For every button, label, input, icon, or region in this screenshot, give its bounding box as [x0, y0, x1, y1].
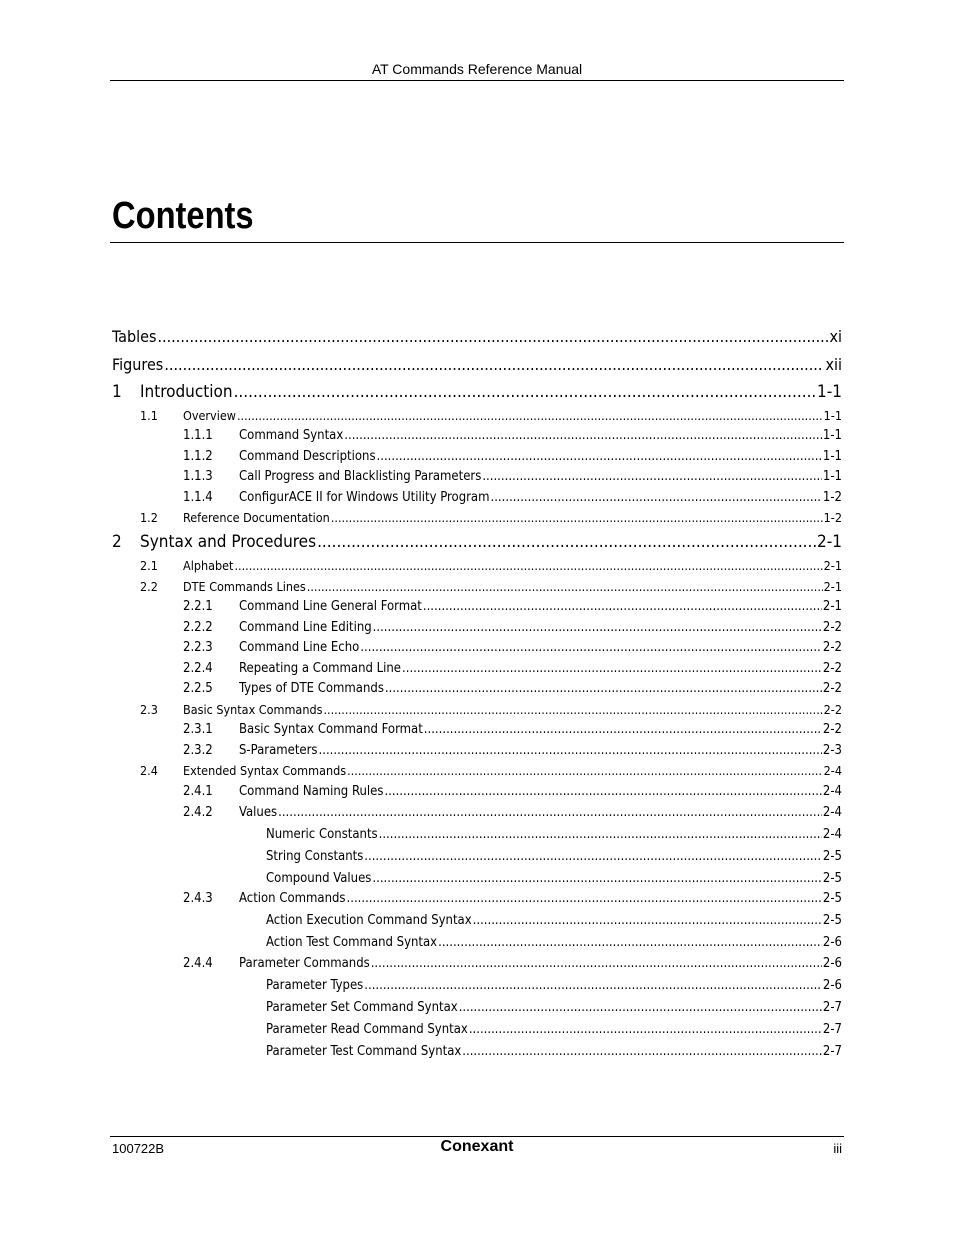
leader-dots	[364, 978, 822, 993]
toc-entry-page: 2-7	[822, 1000, 842, 1015]
toc-entry-page: 1-1	[817, 382, 842, 402]
toc-entry-section[interactable]	[140, 579, 842, 594]
toc-entry-number: 1.2	[140, 510, 158, 525]
toc-entry-label: Command Line Echo	[239, 640, 360, 655]
toc-entry-page: xi	[829, 327, 842, 346]
leader-dots	[384, 784, 821, 799]
toc-entry-subsection[interactable]	[183, 784, 842, 799]
toc-entry-page: 2-5	[822, 871, 842, 886]
toc-entry-label: S-Parameters	[239, 743, 318, 758]
toc-entry-label: Command Line Editing	[239, 620, 372, 635]
toc-entry-page: 2-6	[822, 978, 842, 993]
toc-entry-number: 2.2.1	[183, 599, 213, 614]
toc-entry-page: 2-1	[822, 599, 842, 614]
toc-entry-number: 2.2.3	[183, 640, 213, 655]
toc-entry-label: Command Descriptions	[239, 449, 376, 464]
toc-entry-label: Numeric Constants	[266, 827, 378, 842]
toc-entry-section[interactable]	[140, 558, 842, 573]
toc-entry-page: 2-1	[823, 558, 842, 573]
leader-dots	[164, 355, 824, 374]
toc-entry-number: 1.1	[140, 408, 158, 423]
toc-entry-page: 2-2	[822, 722, 842, 737]
toc-entry-label: Action Test Command Syntax	[266, 935, 438, 950]
toc-entry-subsection[interactable]	[183, 956, 842, 971]
toc-entry-section[interactable]	[140, 408, 842, 423]
toc-entry-subsection[interactable]	[183, 469, 842, 484]
toc-entry-subsection[interactable]	[183, 681, 842, 696]
toc-entry-label: Compound Values	[266, 871, 372, 886]
leader-dots	[379, 827, 822, 842]
toc-entry-page: 2-1	[817, 532, 842, 552]
toc-entry-number: 2.2.2	[183, 620, 213, 635]
toc-entry-label: DTE Commands Lines	[183, 579, 306, 594]
leader-dots	[234, 382, 816, 402]
toc-entry-label: Command Naming Rules	[239, 784, 384, 799]
toc-entry-page: 2-2	[822, 640, 842, 655]
toc-entry-number: 2.4.4	[183, 956, 213, 971]
toc-entry-subsection[interactable]	[183, 490, 842, 505]
page-number: iii	[833, 1141, 842, 1156]
leader-dots	[423, 599, 822, 614]
leader-dots	[482, 469, 822, 484]
toc-entry-label: Parameter Read Command Syntax	[266, 1022, 468, 1037]
toc-entry-page: 2-4	[823, 763, 842, 778]
toc-entry-page: 2-7	[822, 1022, 842, 1037]
footer-rule	[110, 1136, 844, 1137]
toc-entry-page: 2-6	[822, 956, 842, 971]
toc-entry-page: 2-5	[822, 913, 842, 928]
toc-entry-number: 2.4.3	[183, 891, 213, 906]
toc-entry-subsection[interactable]	[183, 891, 842, 906]
toc-entry-label: Parameter Commands	[239, 956, 370, 971]
toc-entry-page: 2-4	[822, 784, 842, 799]
leader-dots	[469, 1022, 822, 1037]
toc-entry-number: 2.2.5	[183, 681, 213, 696]
leader-dots	[491, 490, 822, 505]
toc-entry-number: 2.4.1	[183, 784, 213, 799]
toc-entry-page: 2-6	[822, 935, 842, 950]
running-header: AT Commands Reference Manual	[371, 61, 583, 77]
toc-entry-page: 2-2	[822, 681, 842, 696]
leader-dots	[323, 702, 822, 717]
toc-entry-number: 2.2	[140, 579, 158, 594]
toc-entry-label: Parameter Types	[266, 978, 364, 993]
toc-entry-subsection[interactable]	[183, 599, 842, 614]
toc-entry-topic[interactable]	[266, 935, 842, 950]
toc-entry-page: xii	[825, 355, 842, 374]
toc-entry-topic[interactable]	[266, 1044, 842, 1059]
header-rule	[110, 80, 844, 81]
toc-entry-subsection[interactable]	[183, 805, 842, 820]
toc-entry-label: Action Commands	[239, 891, 346, 906]
leader-dots	[377, 449, 822, 464]
toc-entry-label: Repeating a Command Line	[239, 661, 402, 676]
toc-entry-number: 1.1.4	[183, 490, 213, 505]
toc-entry-tables[interactable]	[112, 327, 842, 346]
toc-entry-page: 2-2	[822, 620, 842, 635]
toc-entry-page: 1-1	[823, 408, 842, 423]
toc-entry-number: 2.3.2	[183, 743, 213, 758]
toc-entry-topic[interactable]	[266, 849, 842, 864]
toc-entry-page: 1-2	[822, 490, 842, 505]
toc-entry-subsection[interactable]	[183, 722, 842, 737]
toc-entry-chapter[interactable]	[112, 382, 842, 402]
leader-dots	[331, 510, 823, 525]
toc-entry-label: Tables	[112, 327, 157, 346]
toc-entry-label: Reference Documentation	[183, 510, 330, 525]
toc-entry-page: 2-1	[823, 579, 842, 594]
toc-entry-page: 2-7	[822, 1044, 842, 1059]
toc-entry-label: Command Syntax	[239, 428, 344, 443]
toc-entry-number: 2.4	[140, 763, 158, 778]
toc-entry-topic[interactable]	[266, 913, 842, 928]
toc-entry-page: 2-4	[822, 805, 842, 820]
toc-entry-label: Syntax and Procedures	[140, 532, 317, 552]
toc-entry-page: 2-4	[822, 827, 842, 842]
leader-dots	[371, 956, 822, 971]
leader-dots	[462, 1044, 822, 1059]
toc-entry-figures[interactable]	[112, 355, 842, 374]
toc-entry-page: 1-1	[822, 428, 842, 443]
toc-entry-number: 1.1.3	[183, 469, 213, 484]
leader-dots	[344, 428, 822, 443]
toc-entry-section[interactable]	[140, 702, 842, 717]
leader-dots	[473, 913, 822, 928]
toc-entry-section[interactable]	[140, 510, 842, 525]
toc-entry-number: 1.1.2	[183, 449, 213, 464]
toc-entry-subsection[interactable]	[183, 620, 842, 635]
toc-entry-number: 1.1.1	[183, 428, 213, 443]
leader-dots	[364, 849, 822, 864]
toc-entry-label: Action Execution Command Syntax	[266, 913, 472, 928]
toc-entry-subsection[interactable]	[183, 428, 842, 443]
leader-dots	[234, 558, 822, 573]
toc-entry-label: String Constants	[266, 849, 364, 864]
toc-entry-page: 1-2	[823, 510, 842, 525]
toc-entry-number: 2.1	[140, 558, 158, 573]
toc-entry-topic[interactable]	[266, 1022, 842, 1037]
leader-dots	[373, 620, 822, 635]
toc-entry-number: 1	[112, 382, 122, 402]
page-title: Contents	[112, 195, 254, 237]
toc-entry-label: Basic Syntax Commands	[183, 702, 323, 717]
toc-entry-subsection[interactable]	[183, 661, 842, 676]
toc-entry-page: 2-2	[823, 702, 842, 717]
toc-entry-page: 2-2	[822, 661, 842, 676]
toc-entry-page: 1-1	[822, 469, 842, 484]
toc-entry-label: Figures	[112, 355, 164, 374]
leader-dots	[438, 935, 822, 950]
leader-dots	[347, 763, 823, 778]
toc-entry-topic[interactable]	[266, 1000, 842, 1015]
toc-entry-chapter[interactable]	[112, 532, 842, 552]
toc-entry-label: Alphabet	[183, 558, 234, 573]
company-name: Conexant	[440, 1138, 514, 1155]
toc-entry-number: 2	[112, 532, 122, 552]
toc-entry-label: Extended Syntax Commands	[183, 763, 347, 778]
toc-entry-page: 1-1	[822, 449, 842, 464]
toc-entry-label: Types of DTE Commands	[239, 681, 384, 696]
toc-entry-label: Call Progress and Blacklisting Parameters	[239, 469, 482, 484]
toc-entry-topic[interactable]	[266, 871, 842, 886]
leader-dots	[372, 871, 822, 886]
toc-entry-number: 2.2.4	[183, 661, 213, 676]
toc-entry-subsection[interactable]	[183, 743, 842, 758]
leader-dots	[402, 661, 822, 676]
toc-entry-page: 2-5	[822, 891, 842, 906]
toc-entry-subsection[interactable]	[183, 449, 842, 464]
toc-entry-page: 2-3	[822, 743, 842, 758]
toc-entry-label: Parameter Set Command Syntax	[266, 1000, 458, 1015]
leader-dots	[278, 805, 822, 820]
toc-entry-number: 2.4.2	[183, 805, 213, 820]
document-number: 100722B	[112, 1141, 165, 1156]
toc-entry-subsection[interactable]	[183, 640, 842, 655]
title-rule	[110, 242, 844, 243]
toc-entry-topic[interactable]	[266, 978, 842, 993]
leader-dots	[157, 327, 828, 346]
leader-dots	[307, 579, 823, 594]
toc-entry-label: Introduction	[140, 382, 233, 402]
toc-entry-topic[interactable]	[266, 827, 842, 842]
toc-entry-section[interactable]	[140, 763, 842, 778]
toc-entry-label: Overview	[183, 408, 236, 423]
leader-dots	[317, 532, 816, 552]
leader-dots	[424, 722, 822, 737]
toc-entry-label: Values	[239, 805, 278, 820]
leader-dots	[385, 681, 822, 696]
leader-dots	[360, 640, 822, 655]
leader-dots	[459, 1000, 822, 1015]
toc-entry-number: 2.3.1	[183, 722, 213, 737]
leader-dots	[237, 408, 823, 423]
leader-dots	[319, 743, 822, 758]
toc-entry-label: ConfigurACE II for Windows Utility Program	[239, 490, 490, 505]
toc-entry-number: 2.3	[140, 702, 158, 717]
toc-entry-label: Parameter Test Command Syntax	[266, 1044, 462, 1059]
toc-entry-page: 2-5	[822, 849, 842, 864]
toc-entry-label: Basic Syntax Command Format	[239, 722, 423, 737]
toc-entry-label: Command Line General Format	[239, 599, 422, 614]
leader-dots	[347, 891, 822, 906]
